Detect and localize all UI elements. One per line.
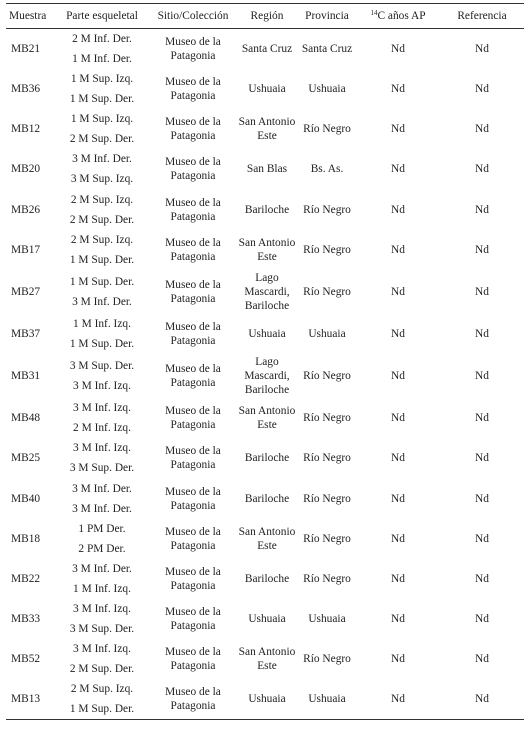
sitio-line: Patagonia <box>170 130 216 143</box>
cell-parte-esqueletal <box>54 69 150 109</box>
region-line: Santa Cruz <box>241 43 293 55</box>
sitio-line: Museo de la <box>165 686 221 699</box>
sitio-line: Patagonia <box>170 90 216 103</box>
sitio-line: Museo de la <box>165 606 221 619</box>
cell-c14: Nd <box>391 412 405 425</box>
cell-muestra: MB22 <box>11 572 41 585</box>
table-row <box>6 190 524 230</box>
table-row <box>6 270 524 314</box>
cell-referencia: Nd <box>475 43 489 55</box>
cell-c14: Nd <box>391 492 405 505</box>
cell-c14: Nd <box>391 123 405 136</box>
cell-parte-esqueletal <box>54 29 150 70</box>
cell-referencia: Nd <box>475 203 489 216</box>
region-line: Ushuaia <box>248 328 286 341</box>
region-line: Lago <box>255 356 279 369</box>
parte-line: 1 M Sup. Der. <box>69 275 135 288</box>
cell-region <box>236 599 298 639</box>
samples-table <box>6 3 524 720</box>
parte-line: 3 M Inf. Der. <box>72 482 132 495</box>
region-line: San Antonio <box>238 646 296 659</box>
sitio-line: Patagonia <box>170 499 216 512</box>
cell-muestra: MB17 <box>11 243 41 256</box>
cell-muestra: MB21 <box>11 43 41 55</box>
parte-line: 2 M Inf. Izq. <box>73 422 131 435</box>
cell-sitio-coleccion <box>150 29 236 70</box>
sitio-line: Patagonia <box>170 620 216 633</box>
cell-referencia: Nd <box>440 679 524 720</box>
parte-line: 1 M Inf. Izq. <box>73 318 131 331</box>
parte-line: 1 M Sup. Der. <box>69 338 135 351</box>
table-body <box>6 29 524 720</box>
parte-line: 2 M Sup. Der. <box>69 133 135 146</box>
cell-referencia: Nd <box>475 83 489 96</box>
parte-line: 3 M Inf. Izq. <box>73 603 131 616</box>
region-line: San Antonio <box>238 116 296 129</box>
cell-region <box>236 398 298 438</box>
cell-c14: Nd <box>391 452 405 465</box>
parte-line: 1 M Inf. Izq. <box>73 582 131 595</box>
parte-line: 3 M Inf. Der. <box>72 295 132 308</box>
sitio-line: Patagonia <box>170 419 216 432</box>
sitio-line: Museo de la <box>165 36 221 48</box>
header-row <box>6 4 524 29</box>
sitio-line: Patagonia <box>170 250 216 263</box>
parte-line: 2 M Inf. Der. <box>72 33 132 45</box>
cell-region <box>236 519 298 559</box>
cell-sitio-coleccion <box>150 314 236 354</box>
cell-provincia: Río Negro <box>303 203 351 216</box>
cell-muestra: MB13 <box>6 679 54 720</box>
cell-muestra: MB40 <box>11 492 41 505</box>
sitio-line: Patagonia <box>170 700 216 713</box>
cell-sitio-coleccion <box>150 599 236 639</box>
sitio-line: Patagonia <box>170 660 216 673</box>
header-provincia: Provincia <box>298 4 356 29</box>
cell-parte-esqueletal <box>54 559 150 599</box>
region-line: Bariloche <box>244 299 290 312</box>
cell-c14: Nd <box>391 43 405 55</box>
sitio-line: Museo de la <box>165 236 221 249</box>
region-line: Este <box>257 539 277 552</box>
region-line: Este <box>257 419 277 432</box>
cell-provincia: Río Negro <box>303 572 351 585</box>
parte-line: 1 M Sup. Der. <box>69 703 135 716</box>
cell-referencia: Nd <box>475 452 489 465</box>
region-line: Lago <box>255 271 279 284</box>
sitio-line: Patagonia <box>170 292 216 305</box>
cell-referencia: Nd <box>475 285 489 298</box>
cell-muestra: MB20 <box>11 163 41 176</box>
parte-line: 3 M Inf. Der. <box>72 153 132 166</box>
cell-region <box>236 230 298 270</box>
header-c14-anos-ap <box>356 4 440 29</box>
sitio-line: Museo de la <box>165 363 221 376</box>
cell-parte-esqueletal <box>54 679 150 720</box>
parte-line: 1 M Sup. Izq. <box>70 113 134 126</box>
parte-line: 1 M Sup. Izq. <box>70 73 134 86</box>
cell-parte-esqueletal <box>54 519 150 559</box>
cell-sitio-coleccion <box>150 438 236 478</box>
region-line: Ushuaia <box>248 693 286 706</box>
parte-line: 3 M Sup. Der. <box>69 462 135 475</box>
cell-muestra: MB26 <box>11 203 41 216</box>
cell-sitio-coleccion <box>150 190 236 230</box>
cell-c14: Nd <box>356 679 440 720</box>
cell-provincia: Río Negro <box>303 123 351 136</box>
table-row <box>6 639 524 679</box>
parte-line: 2 M Sup. Izq. <box>70 233 134 246</box>
sitio-line: Museo de la <box>165 116 221 129</box>
cell-referencia: Nd <box>475 532 489 545</box>
region-line: Este <box>257 250 277 263</box>
cell-muestra: MB52 <box>11 653 41 666</box>
cell-sitio-coleccion <box>150 270 236 314</box>
sitio-line: Museo de la <box>165 278 221 291</box>
cell-parte-esqueletal <box>54 479 150 519</box>
parte-line: 3 M Inf. Izq. <box>73 402 131 415</box>
cell-region <box>236 29 298 70</box>
cell-parte-esqueletal <box>54 639 150 679</box>
sitio-line: Patagonia <box>170 579 216 592</box>
cell-parte-esqueletal <box>54 230 150 270</box>
table-row <box>6 149 524 189</box>
cell-referencia: Nd <box>475 123 489 136</box>
parte-line: 1 M Inf. Der. <box>72 53 132 65</box>
cell-c14: Nd <box>391 203 405 216</box>
cell-parte-esqueletal <box>54 599 150 639</box>
region-line: Bariloche <box>244 572 290 585</box>
parte-line: 3 M Sup. Izq. <box>70 173 134 186</box>
table-row <box>6 69 524 109</box>
cell-provincia: Bs. As. <box>310 163 344 176</box>
cell-region <box>236 639 298 679</box>
cell-provincia: Río Negro <box>303 532 351 545</box>
sitio-line: Patagonia <box>170 210 216 223</box>
table-row <box>6 398 524 438</box>
cell-sitio-coleccion <box>150 479 236 519</box>
header-muestra: Muestra <box>6 4 54 29</box>
cell-region <box>236 109 298 149</box>
cell-muestra: MB31 <box>11 370 41 383</box>
sitio-line: Museo de la <box>165 525 221 538</box>
cell-provincia: Ushuaia <box>308 83 346 96</box>
region-line: San Antonio <box>238 525 296 538</box>
cell-region <box>236 69 298 109</box>
cell-region <box>236 479 298 519</box>
sitio-line: Patagonia <box>170 539 216 552</box>
cell-c14: Nd <box>391 653 405 666</box>
sitio-line: Museo de la <box>165 196 221 209</box>
cell-provincia: Ushuaia <box>298 679 356 720</box>
region-line: Bariloche <box>244 452 290 465</box>
cell-muestra: MB27 <box>11 285 41 298</box>
parte-line: 2 M Sup. Der. <box>69 213 135 226</box>
parte-line: 1 PM Der. <box>78 522 126 535</box>
header-parte-esqueletal: Parte esqueletal <box>54 4 150 29</box>
sitio-line: Patagonia <box>170 335 216 348</box>
parte-line: 3 M Inf. Izq. <box>73 643 131 656</box>
cell-provincia: Santa Cruz <box>301 43 353 55</box>
parte-line: 3 M Inf. Der. <box>72 562 132 575</box>
cell-muestra: MB33 <box>11 613 41 626</box>
cell-c14: Nd <box>391 613 405 626</box>
cell-provincia: Ushuaia <box>308 328 346 341</box>
cell-region <box>236 190 298 230</box>
cell-sitio-coleccion <box>150 69 236 109</box>
sitio-line: Patagonia <box>170 170 216 183</box>
cell-region <box>236 149 298 189</box>
cell-region <box>236 314 298 354</box>
cell-c14: Nd <box>391 83 405 96</box>
sitio-line: Patagonia <box>170 50 216 62</box>
parte-line: 2 M Sup. Der. <box>69 663 135 676</box>
cell-provincia: Río Negro <box>303 285 351 298</box>
cell-sitio-coleccion <box>150 230 236 270</box>
region-line: Este <box>257 130 277 143</box>
header-c14-label: C años AP <box>377 10 426 22</box>
cell-sitio-coleccion <box>150 398 236 438</box>
table-row <box>6 109 524 149</box>
cell-provincia: Río Negro <box>303 243 351 256</box>
cell-c14: Nd <box>391 532 405 545</box>
region-line: Ushuaia <box>248 613 286 626</box>
cell-c14: Nd <box>391 163 405 176</box>
region-line: Mascardi, <box>244 285 290 298</box>
header-region: Región <box>236 4 298 29</box>
table-row <box>6 314 524 354</box>
cell-muestra: MB36 <box>11 83 41 96</box>
table-row <box>6 559 524 599</box>
cell-sitio-coleccion <box>150 639 236 679</box>
cell-c14: Nd <box>391 243 405 256</box>
parte-line: 1 M Sup. Der. <box>69 253 135 266</box>
cell-parte-esqueletal <box>54 149 150 189</box>
parte-line: 2 PM Der. <box>78 542 126 555</box>
cell-muestra: MB25 <box>11 452 41 465</box>
parte-line: 3 M Inf. Der. <box>72 502 132 515</box>
sitio-line: Patagonia <box>170 459 216 472</box>
cell-region <box>236 270 298 314</box>
cell-referencia: Nd <box>475 328 489 341</box>
cell-c14: Nd <box>391 370 405 383</box>
cell-sitio-coleccion <box>150 519 236 559</box>
cell-provincia: Río Negro <box>303 412 351 425</box>
cell-c14: Nd <box>391 328 405 341</box>
cell-parte-esqueletal <box>54 354 150 398</box>
cell-sitio-coleccion <box>150 679 236 720</box>
cell-region <box>236 679 298 720</box>
sitio-line: Museo de la <box>165 565 221 578</box>
parte-line: 1 M Sup. Der. <box>69 93 135 106</box>
cell-referencia: Nd <box>475 370 489 383</box>
cell-provincia: Río Negro <box>303 653 351 666</box>
cell-sitio-coleccion <box>150 109 236 149</box>
region-line: San Blas <box>246 163 288 176</box>
cell-muestra: MB37 <box>11 328 41 341</box>
table-row <box>6 519 524 559</box>
header-sitio-coleccion: Sitio/Colección <box>150 4 236 29</box>
header-referencia: Referencia <box>440 4 524 29</box>
cell-sitio-coleccion <box>150 354 236 398</box>
sitio-line: Museo de la <box>165 646 221 659</box>
table-row <box>6 679 524 720</box>
cell-referencia: Nd <box>475 492 489 505</box>
table-row <box>6 438 524 478</box>
region-line: Bariloche <box>244 492 290 505</box>
cell-region <box>236 559 298 599</box>
sitio-line: Museo de la <box>165 445 221 458</box>
sitio-line: Museo de la <box>165 321 221 334</box>
table-row <box>6 29 524 70</box>
cell-c14: Nd <box>391 285 405 298</box>
header-c14-superscript: 14 <box>370 9 378 17</box>
parte-line: 2 M Sup. Izq. <box>70 193 134 206</box>
table-row <box>6 479 524 519</box>
cell-parte-esqueletal <box>54 109 150 149</box>
cell-provincia: Río Negro <box>303 492 351 505</box>
region-line: Bariloche <box>244 384 290 397</box>
sitio-line: Museo de la <box>165 405 221 418</box>
sitio-line: Museo de la <box>165 76 221 89</box>
cell-provincia: Río Negro <box>303 452 351 465</box>
region-line: San Antonio <box>238 405 296 418</box>
cell-provincia: Ushuaia <box>308 613 346 626</box>
cell-parte-esqueletal <box>54 398 150 438</box>
table-row <box>6 599 524 639</box>
cell-sitio-coleccion <box>150 559 236 599</box>
sitio-line: Museo de la <box>165 485 221 498</box>
cell-muestra: MB48 <box>11 412 41 425</box>
cell-parte-esqueletal <box>54 314 150 354</box>
sitio-line: Patagonia <box>170 377 216 390</box>
cell-muestra: MB12 <box>11 123 41 136</box>
parte-line: 3 M Inf. Izq. <box>73 442 131 455</box>
cell-sitio-coleccion <box>150 149 236 189</box>
parte-line: 3 M Inf. Izq. <box>73 380 131 393</box>
region-line: Este <box>257 660 277 673</box>
parte-line: 3 M Sup. Der. <box>69 623 135 636</box>
sitio-line: Museo de la <box>165 156 221 169</box>
cell-referencia: Nd <box>475 653 489 666</box>
cell-c14: Nd <box>391 572 405 585</box>
cell-referencia: Nd <box>475 163 489 176</box>
cell-parte-esqueletal <box>54 438 150 478</box>
region-line: Bariloche <box>244 203 290 216</box>
cell-parte-esqueletal <box>54 190 150 230</box>
cell-provincia: Río Negro <box>303 370 351 383</box>
table-row <box>6 230 524 270</box>
cell-parte-esqueletal <box>54 270 150 314</box>
region-line: Mascardi, <box>244 370 290 383</box>
cell-referencia: Nd <box>475 412 489 425</box>
parte-line: 2 M Sup. Izq. <box>70 683 134 696</box>
region-line: San Antonio <box>238 236 296 249</box>
parte-line: 3 M Sup. Der. <box>69 360 135 373</box>
table-row <box>6 354 524 398</box>
region-line: Ushuaia <box>248 83 286 96</box>
cell-referencia: Nd <box>475 243 489 256</box>
cell-referencia: Nd <box>475 613 489 626</box>
cell-muestra: MB18 <box>11 532 41 545</box>
cell-region <box>236 354 298 398</box>
cell-region <box>236 438 298 478</box>
cell-referencia: Nd <box>475 572 489 585</box>
